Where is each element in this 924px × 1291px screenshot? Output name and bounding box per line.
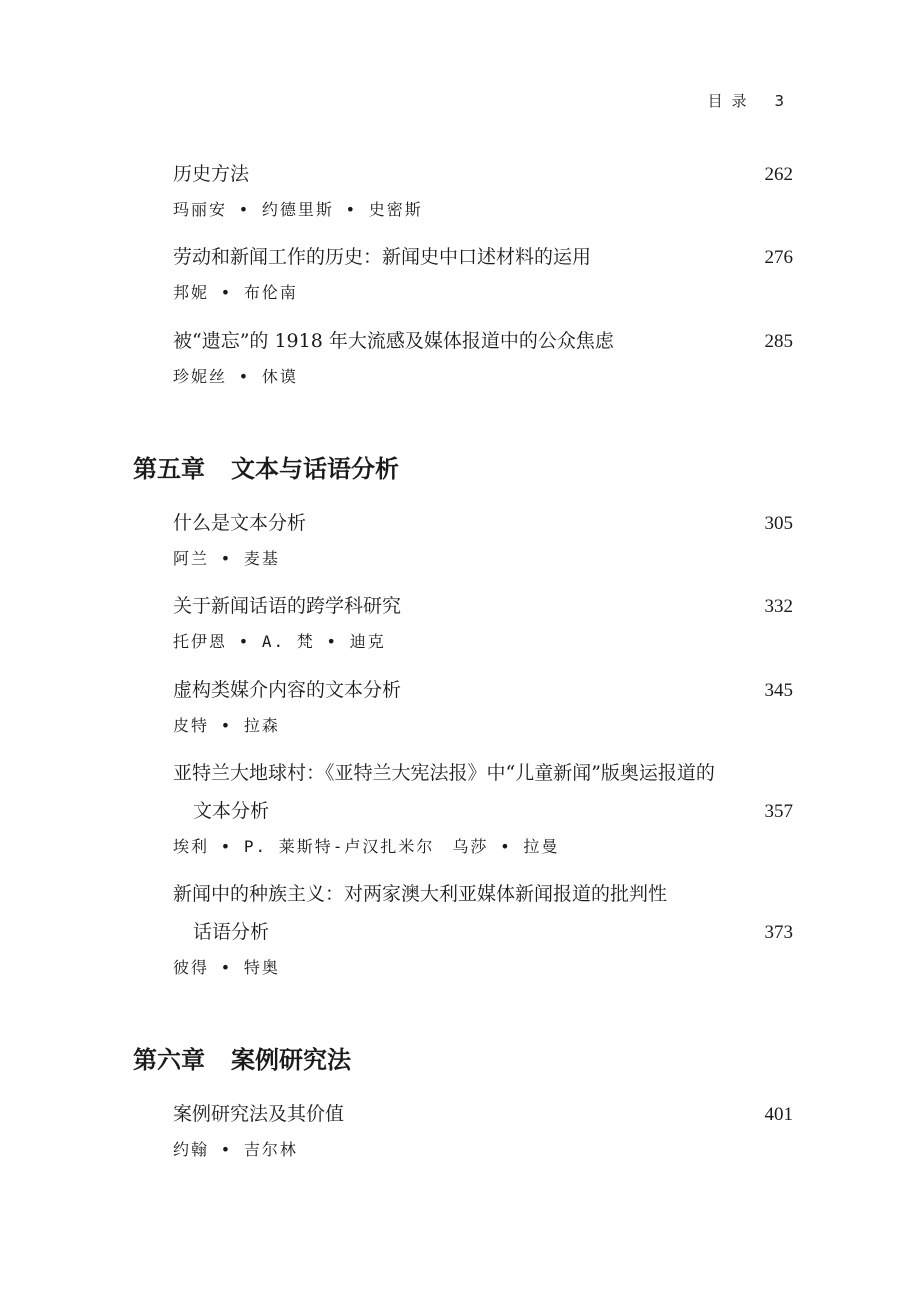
toc-entry[interactable] [173, 1095, 793, 1167]
entry-page: 373 [764, 922, 793, 943]
entry-page: 345 [764, 680, 793, 701]
entry-page: 285 [764, 331, 793, 352]
toc-entry[interactable] [173, 875, 793, 985]
toc-entry[interactable] [173, 587, 793, 659]
entry-author: 彼得 • 特奥 [173, 958, 280, 977]
toc-entry[interactable] [173, 155, 793, 227]
entry-author: 托伊恩 • A. 梵 • 迪克 [173, 632, 386, 651]
entry-page: 262 [764, 164, 793, 185]
entry-title: 关于新闻话语的跨学科研究 [173, 595, 402, 617]
entry-page: 401 [764, 1104, 793, 1125]
entry-title: 被“遗忘”的 1918 年大流感及媒体报道中的公众焦虑 [173, 330, 614, 352]
entry-author: 邦妮 • 布伦南 [173, 283, 298, 302]
entry-page: 332 [764, 596, 793, 617]
entry-author: 玛丽安 • 约德里斯 • 史密斯 [173, 200, 423, 219]
chapter-title: 文本与话语分析 [231, 455, 399, 483]
chapter-title: 案例研究法 [231, 1046, 351, 1074]
entry-author: 珍妮丝 • 休谟 [173, 367, 298, 386]
entry-author: 约翰 • 吉尔林 [173, 1140, 298, 1159]
running-head-section: 目 录 [707, 92, 749, 110]
toc-entry[interactable] [173, 754, 793, 864]
entry-page: 305 [764, 513, 793, 534]
entry-title: 案例研究法及其价值 [173, 1103, 345, 1125]
chapter-number: 第五章 [133, 455, 205, 483]
chapter-heading[interactable] [133, 1040, 351, 1080]
chapter-heading[interactable] [133, 449, 399, 489]
chapter-number: 第六章 [133, 1046, 205, 1074]
entry-title: 虚构类媒介内容的文本分析 [173, 679, 402, 701]
entry-title-continued: 话语分析 [193, 921, 270, 943]
page-number: 3 [774, 92, 786, 110]
entry-author: 阿兰 • 麦基 [173, 549, 280, 568]
toc-entry[interactable] [173, 671, 793, 743]
entry-page: 357 [764, 801, 793, 822]
toc-entry[interactable] [173, 504, 793, 576]
toc-entry[interactable] [173, 238, 793, 310]
entry-author: 皮特 • 拉森 [173, 716, 280, 735]
entry-title: 历史方法 [173, 163, 250, 185]
entry-title: 什么是文本分析 [173, 512, 307, 534]
entry-author: 埃利 • P. 莱斯特-卢汉扎米尔 乌莎 • 拉曼 [173, 837, 560, 856]
toc-entry[interactable] [173, 322, 793, 394]
entry-title: 劳动和新闻工作的历史：新闻史中口述材料的运用 [173, 246, 592, 268]
entry-title: 新闻中的种族主义：对两家澳大利亚媒体新闻报道的批判性 [173, 883, 668, 905]
entry-title-continued: 文本分析 [193, 800, 270, 822]
entry-page: 276 [764, 247, 793, 268]
running-head [708, 90, 786, 111]
entry-title: 亚特兰大地球村：《亚特兰大宪法报》中“儿童新闻”版奥运报道的 [173, 762, 715, 784]
